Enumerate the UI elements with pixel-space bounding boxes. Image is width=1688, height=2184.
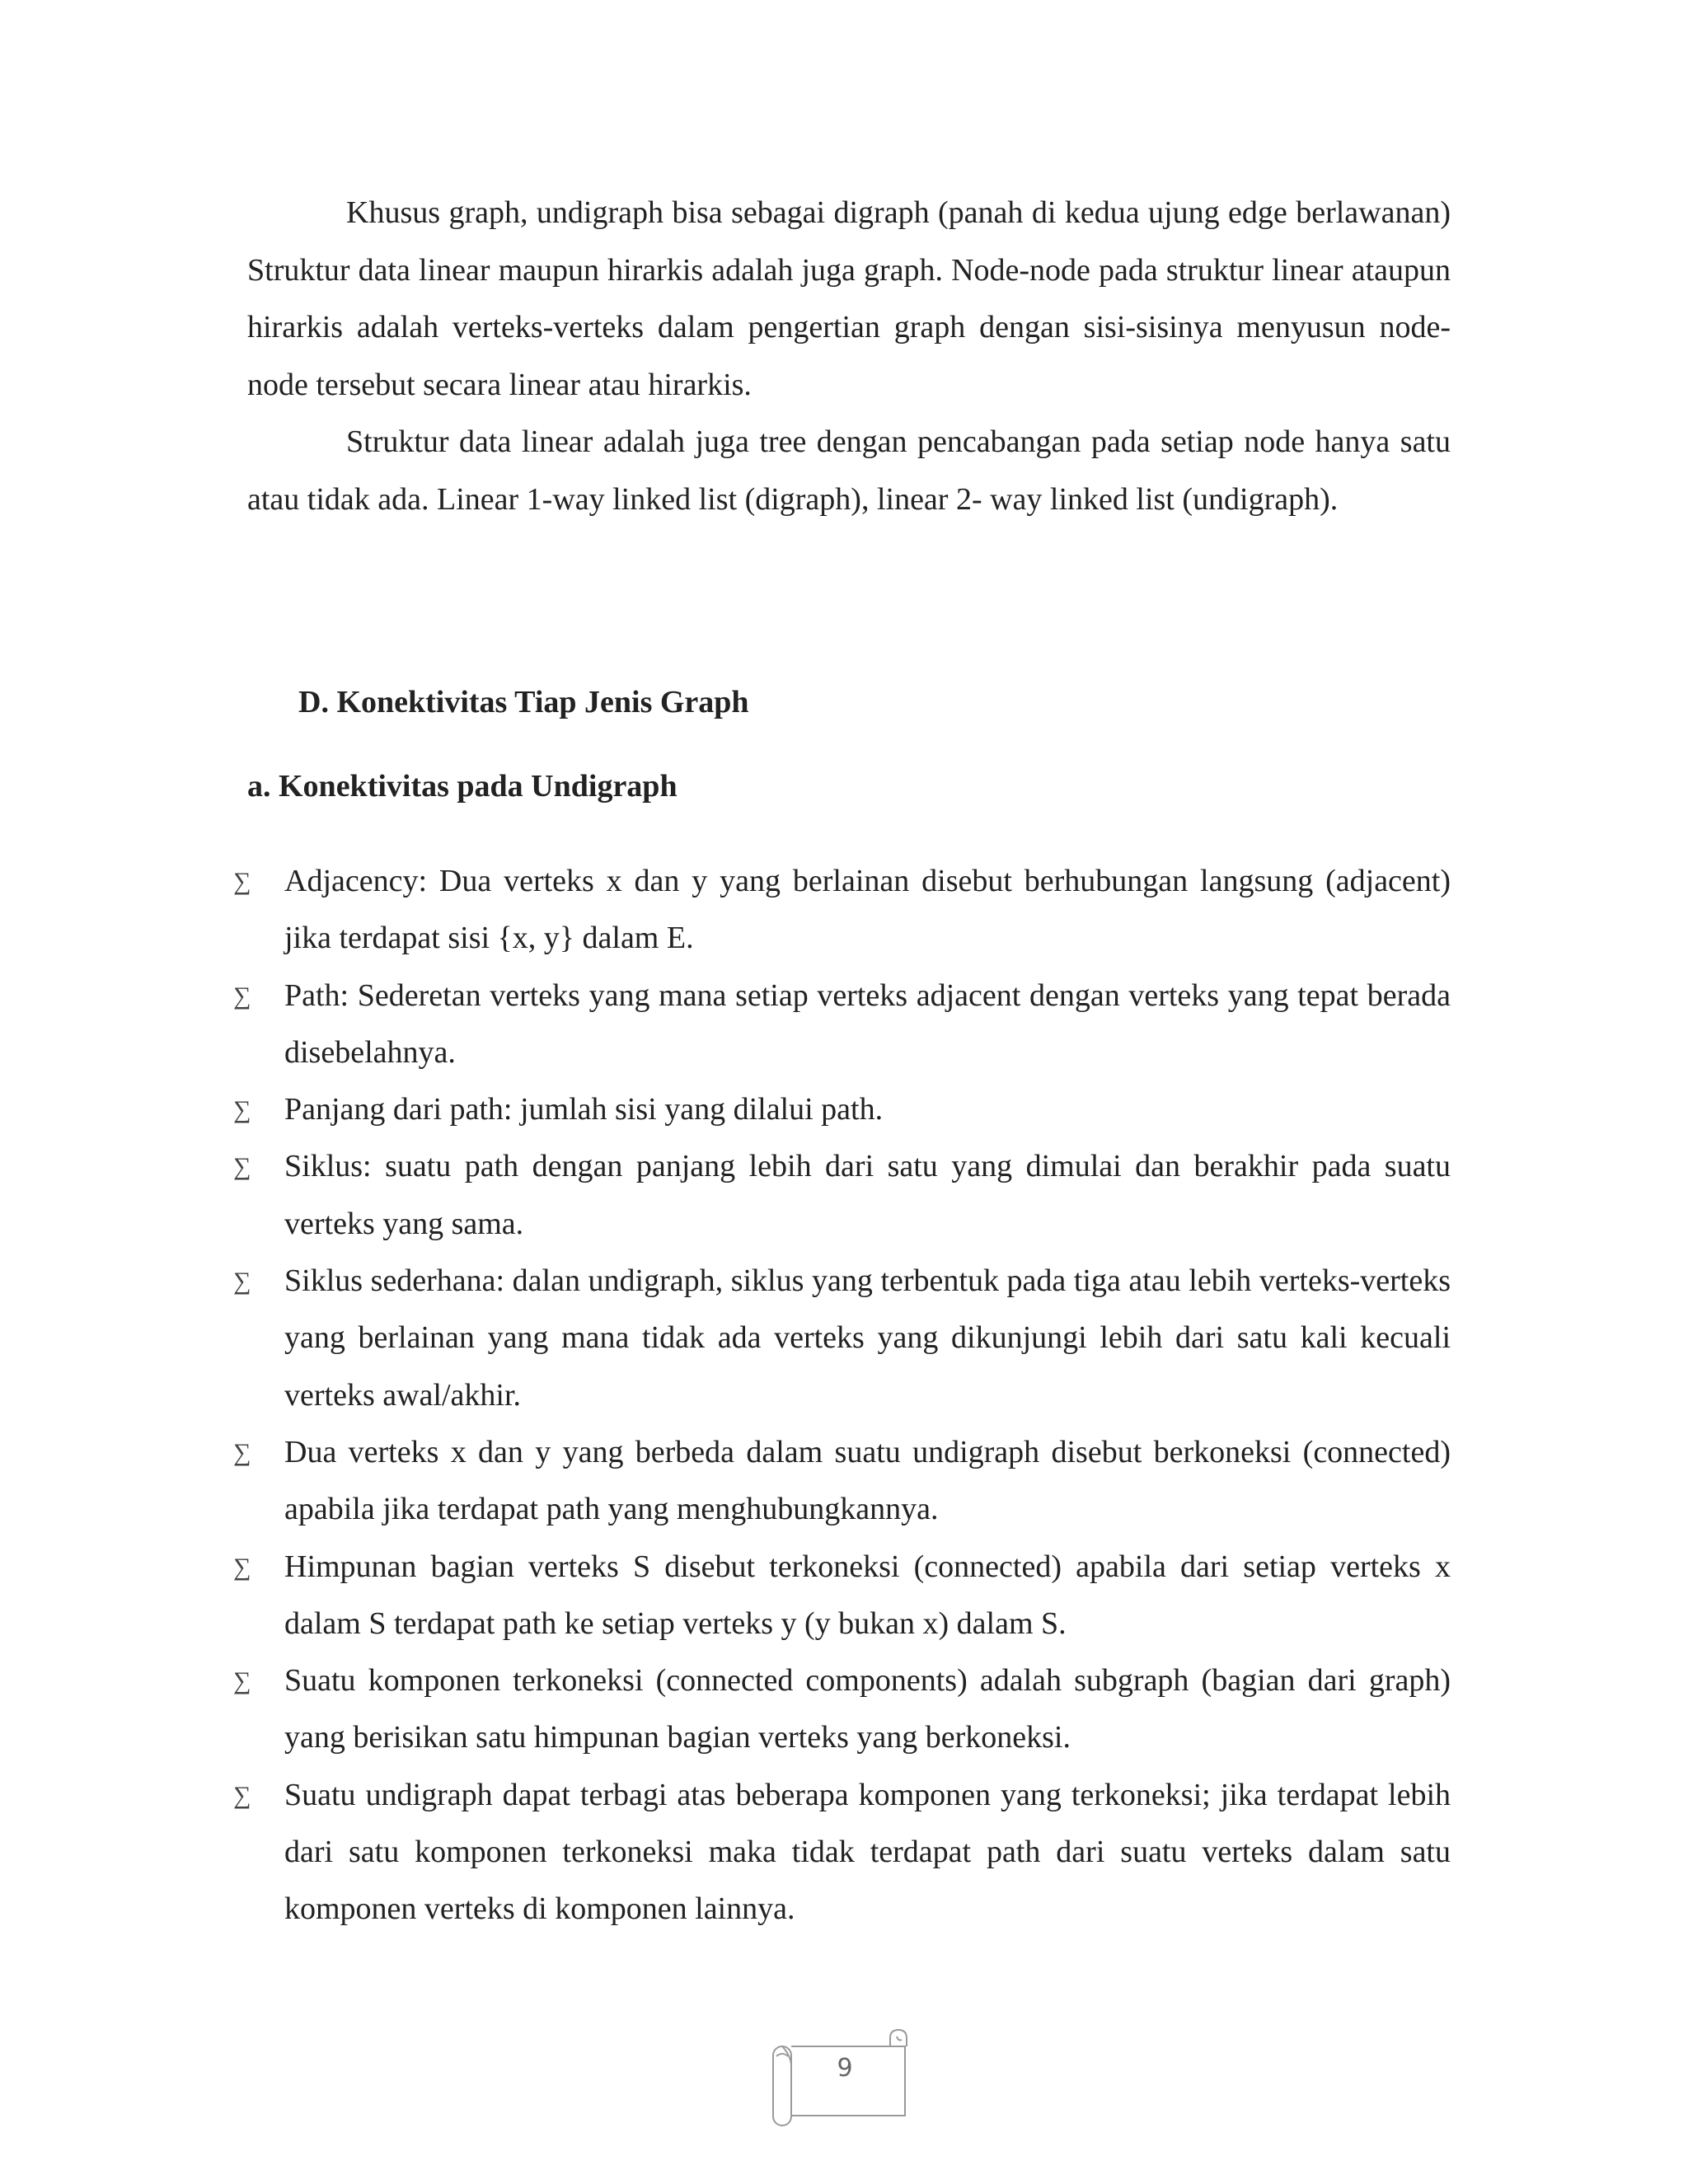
list-item-text: Adjacency: Dua verteks x dan y yang berlainan disebut berhubungan langsung (adjacent) jika terdapat sisi {x, y} dalam E. bbox=[284, 864, 1451, 956]
subsection-heading: a. Konektivitas pada Undigraph bbox=[247, 769, 678, 804]
list-item bbox=[233, 1767, 1451, 1938]
page-number: 9 bbox=[837, 2054, 853, 2083]
list-item-text: Suatu komponen terkoneksi (connected components) adalah subgraph (bagian dari graph) yang berisikan satu himpunan bagian verteks yang berkoneksi. bbox=[284, 1663, 1451, 1755]
list-item-text: Panjang dari path: jumlah sisi yang dilalui path. bbox=[284, 1092, 884, 1127]
list-item-text: Path: Sederetan verteks yang mana setiap verteks adjacent dengan verteks yang tepat berada disebelahnya. bbox=[284, 977, 1451, 1070]
list-item-text: Suatu undigraph dapat terbagi atas beberapa komponen yang terkoneksi; jika terdapat lebih dari satu komponen terkoneksi maka tidak terdapat path dari suatu verteks dalam satu komponen verteks di komponen lainnya. bbox=[284, 1777, 1451, 1927]
sigma-bullet-icon: ∑ bbox=[233, 1268, 251, 1296]
section-heading: D. Konektivitas Tiap Jenis Graph bbox=[298, 685, 749, 719]
sigma-bullet-icon: ∑ bbox=[233, 1553, 251, 1581]
list-item bbox=[233, 1138, 1451, 1253]
list-item bbox=[233, 1424, 1451, 1539]
bullet-list bbox=[233, 853, 1451, 1938]
sigma-bullet-icon: ∑ bbox=[233, 1781, 251, 1809]
list-item bbox=[233, 1081, 1451, 1138]
paragraph-2: Struktur data linear adalah juga tree dengan pencabangan pada setiap node hanya satu atau tidak ada. Linear 1-way linked list (digraph), linear 2- way linked list (undigraph). bbox=[247, 424, 1451, 517]
sigma-bullet-icon: ∑ bbox=[233, 1438, 251, 1466]
sigma-bullet-icon: ∑ bbox=[233, 982, 251, 1010]
list-item-text: Dua verteks x dan y yang berbeda dalam suatu undigraph disebut berkoneksi (connected) apabila jika terdapat path yang menghubungkannya. bbox=[284, 1434, 1451, 1527]
sigma-bullet-icon: ∑ bbox=[233, 1153, 251, 1181]
list-item bbox=[233, 968, 1451, 1082]
list-item bbox=[233, 853, 1451, 968]
list-item bbox=[233, 1539, 1451, 1653]
sigma-bullet-icon: ∑ bbox=[233, 1667, 251, 1695]
sigma-bullet-icon: ∑ bbox=[233, 868, 251, 895]
list-item bbox=[233, 1253, 1451, 1424]
list-item-text: Siklus: suatu path dengan panjang lebih dari satu yang dimulai dan berakhir pada suatu verteks yang sama. bbox=[284, 1149, 1451, 1241]
sigma-bullet-icon: ∑ bbox=[233, 1096, 251, 1124]
intro-text bbox=[247, 185, 1451, 528]
paragraph-1: Khusus graph, undigraph bisa sebagai digraph (panah di kedua ujung edge berlawanan) Struktur data linear maupun hirarkis adalah juga graph. Node-node pada struktur linear ataupun hirarkis adalah verteks-verteks dalam pengertian graph dengan sisi-sisinya menyusun node-node tersebut secara linear atau hirarkis. bbox=[247, 195, 1451, 402]
list-item bbox=[233, 1652, 1451, 1767]
list-item-text: Himpunan bagian verteks S disebut terkoneksi (connected) apabila dari setiap verteks x dalam S terdapat path ke setiap verteks y (y bukan x) dalam S. bbox=[284, 1549, 1451, 1641]
list-item-text: Siklus sederhana: dalan undigraph, siklus yang terbentuk pada tiga atau lebih verteks-verteks yang berlainan yang mana tidak ada verteks yang dikunjungi lebih dari satu kali kecuali verteks awal/akhir. bbox=[284, 1263, 1451, 1413]
